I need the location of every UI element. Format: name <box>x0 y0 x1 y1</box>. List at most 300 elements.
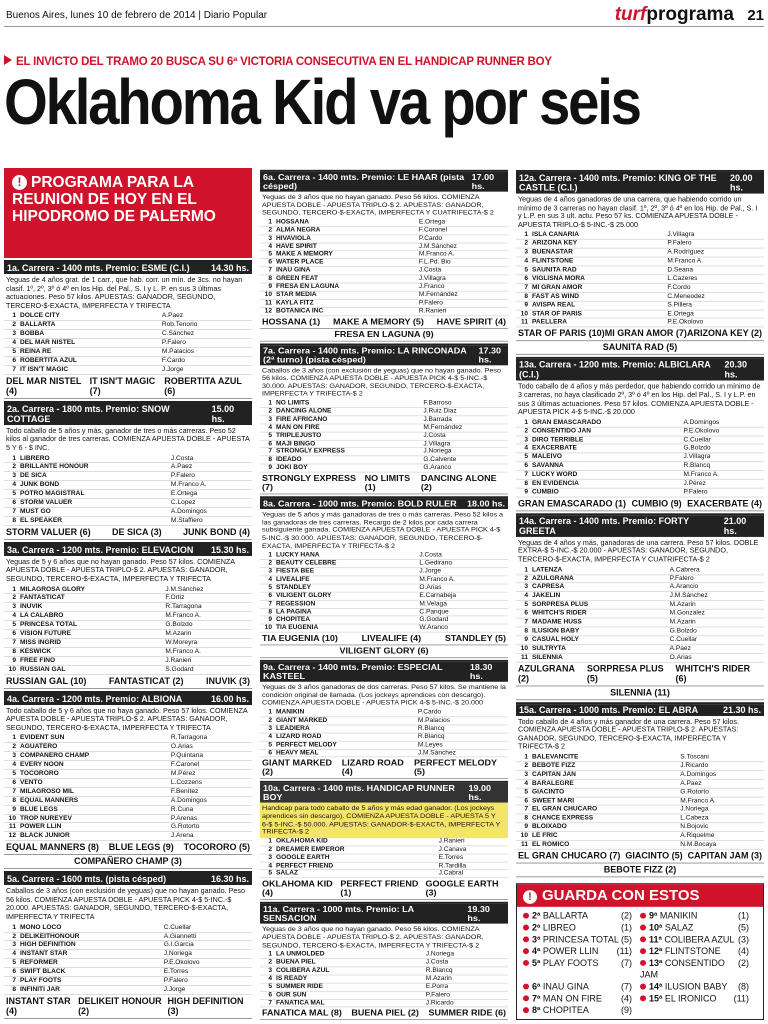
race-conditions: Yeguas de 4 años ganadoras de una carrera, que habiendo corrido un mínimo de 3 carreras no hayan clasif. 1º, 2º, 3º ó 4º en los Hip. de Pal., S. I y L.P. en sus 3 ult. actu. Peso 57 ks. COMIENZA APUESTA DOBLE - APUESTA TRIPLO-$ 5-INC.-$ 25.000 <box>518 194 758 229</box>
guarda-number: (8) <box>738 981 749 992</box>
race-block <box>260 781 508 900</box>
runner-row <box>4 823 252 832</box>
runner-row <box>516 240 764 249</box>
runner-jockey: M.Palacios <box>416 717 508 725</box>
runner-name: FANATICA MAL <box>274 999 424 1007</box>
runner-jockey: P.Falero <box>668 574 764 583</box>
runner-row <box>260 234 508 242</box>
runner-name: IT ISN'T MAGIC <box>18 365 160 374</box>
runner-number: 6 <box>260 259 274 267</box>
runner-row <box>260 219 508 227</box>
runner-row <box>516 310 764 319</box>
guarda-item <box>640 910 757 922</box>
runner-number: 5 <box>4 490 18 499</box>
runner-jockey: J.Villagra <box>417 275 508 283</box>
runner-row <box>260 243 508 251</box>
guarda-horse: EL IRONICO <box>664 993 717 1004</box>
runner-jockey: J.Villagra <box>681 453 764 462</box>
runner-jockey: A.Domingos <box>678 770 764 779</box>
runner-jockey: J.Noriega <box>678 805 764 814</box>
runner-jockey: E.Torres <box>162 968 252 977</box>
runner-jockey: P.Falero <box>424 991 508 999</box>
runner-number: 4 <box>260 243 274 251</box>
runner-jockey: J.Noriega <box>421 448 508 456</box>
runner-name: DREAMER EMPEROR <box>274 846 437 854</box>
runner-row <box>4 752 252 761</box>
runner-name: POTRO MAGISTRAL <box>18 490 169 499</box>
runner-number: 5 <box>516 601 530 610</box>
runner-jockey: A.Domingos <box>169 507 252 516</box>
runner-jockey: J.Costa <box>424 959 508 967</box>
runner-name: FAST AS WIND <box>530 292 665 301</box>
runner-row <box>516 618 764 627</box>
runner-row <box>260 299 508 307</box>
runner-row <box>4 647 252 656</box>
runner-row <box>260 870 508 878</box>
runner-number: 7 <box>260 600 274 608</box>
race-conditions: Yeguas de 3 años ganadoras de dos carreras. Peso 57 kilos. Se mantiene la condición original de llamada. (Los jockeys aprendices con descargo). COMIENZA APUESTA DOBLE - APUESTA PICK 4-$ 5-INC.-$ 20.000 <box>262 682 506 707</box>
runner-jockey: M.Franco A. <box>681 471 764 480</box>
race-time: 21.30 hs. <box>722 704 761 715</box>
runner-row <box>260 267 508 275</box>
runner-jockey: M.Fernández <box>421 424 508 432</box>
runner-jockey: M.Azarin <box>163 630 252 639</box>
runner-name: BOBBA <box>18 330 160 339</box>
runner-jockey: M.Azarin <box>668 601 764 610</box>
race-picks <box>260 758 508 780</box>
runner-name: EL ROMICO <box>530 840 678 849</box>
runner-name: DE SICA <box>18 472 169 481</box>
runner-number: 8 <box>260 456 274 464</box>
runner-row <box>4 638 252 647</box>
runner-name: VIGLISNA MORA <box>530 275 665 284</box>
runner-name: ISLA CANARIA <box>530 231 665 239</box>
runner-row <box>516 601 764 610</box>
race-picks <box>4 995 252 1019</box>
runner-jockey: J.Pérez <box>681 479 764 488</box>
pick: EL GRAN CHUCARO (7) <box>518 850 621 861</box>
runner-name: OUR SUN <box>274 991 424 999</box>
runner-row <box>516 283 764 292</box>
guarda-item <box>523 922 640 934</box>
runner-row <box>4 586 252 594</box>
runner-name: VISION FUTURE <box>18 630 163 639</box>
guarda-item <box>640 933 757 945</box>
runner-jockey: P.E.Okolovo <box>681 427 764 436</box>
runner-name: WATER PLACE <box>274 259 417 267</box>
runner-number: 8 <box>516 292 530 301</box>
runner-name: STRONGLY EXPRESS <box>274 448 421 456</box>
runner-jockey: C.Meneodez <box>665 292 764 301</box>
runner-name: BALLARTA <box>18 321 160 330</box>
pick: FANATICA MAL (8) <box>262 1008 342 1018</box>
race-block <box>4 542 252 689</box>
runner-jockey: J.Noriega <box>162 950 252 959</box>
runner-number: 11 <box>4 823 18 832</box>
guarda-number: (7) <box>621 981 632 992</box>
bullet-icon <box>523 995 529 1001</box>
runner-row <box>4 339 252 348</box>
runner-jockey: M.Leyes <box>416 741 508 749</box>
runner-number: 5 <box>260 584 274 592</box>
pick: HOSSANA (1) <box>262 316 321 326</box>
runner-number: 3 <box>260 234 274 242</box>
race-title: 5a. Carrera - 1600 mts. (pista césped) <box>7 874 167 885</box>
pick: MI GRAN AMOR (7) <box>604 328 687 339</box>
runner-row <box>260 464 508 472</box>
pick: BUENA PIEL (2) <box>351 1008 419 1018</box>
guarda-horse: LIBREO <box>542 922 576 933</box>
race-picks <box>260 878 508 900</box>
runner-name: MAJI BINGO <box>274 440 421 448</box>
runner-name: BOTANICA INC <box>274 307 417 315</box>
runner-row <box>516 427 764 436</box>
runner-jockey: E.Ortega <box>665 310 764 319</box>
runners-table <box>260 709 508 758</box>
runner-jockey: M.Franco A. <box>169 481 252 490</box>
runner-jockey: O.Arias <box>169 743 252 752</box>
race-time: 15.00 hs. <box>211 403 235 424</box>
runner-jockey: Rob.Tenorio <box>160 321 252 330</box>
runner-row <box>516 488 764 497</box>
runner-row <box>516 266 764 275</box>
runner-jockey: M.Velaga <box>417 600 508 608</box>
runner-name: GREEN FEAT <box>274 275 417 283</box>
race-title: 2a. Carrera - 1800 mts. Premio: SNOW COTTAGE <box>7 403 170 424</box>
runner-number: 6 <box>516 275 530 284</box>
runner-row <box>4 621 252 630</box>
runner-number: 3 <box>4 330 18 339</box>
race-conditions: Yeguas de 5 y 6 años que no hayan ganado. Peso 57 kilos. COMIENZA APUESTA DOBLE - APUESTA TRIPLO-$ 2. APUESTAS: GANADOR, SEGUNDO, TERCERO-$-EXACTA, IMPERFECTA Y TRIFECTA <box>6 556 235 583</box>
runner-name: CONSENTIDO JAN <box>530 427 681 436</box>
runner-number: 1 <box>4 924 18 932</box>
race-title: 4a. Carrera - 1200 mts. Premio: ALBIONA <box>7 693 183 704</box>
runner-jockey: J.M.Sánchez <box>668 592 764 601</box>
runner-row <box>260 440 508 448</box>
guarda-left <box>640 992 717 1004</box>
race-header <box>4 262 252 274</box>
race-conditions: Todo caballo de 4 años y más ganador de una carrera. Peso 57 kilos. COMIENZA APUESTA DOBLE - APUESTA TRIPLO-$ 2. APUESTAS: GANADOR, SEGUNDO, TERCERO-$-EXACTA, IMPERFECTA Y TRIFECTA-$ 2 <box>518 716 739 751</box>
guarda-horse: INAU GINA <box>542 981 589 992</box>
runners-table <box>260 951 508 1008</box>
runner-jockey: M.Franco A. <box>163 612 252 621</box>
runner-number: 10 <box>516 644 530 653</box>
runner-number: 1 <box>260 219 274 227</box>
runner-number: 11 <box>260 299 274 307</box>
runner-name: MISS INGRID <box>18 638 163 647</box>
guarda-race: 15ª <box>649 993 665 1004</box>
race-block <box>4 691 252 870</box>
runner-number: 8 <box>4 516 18 525</box>
exclamation-icon: ! <box>523 890 537 904</box>
runner-name: HIGH DEFINITION <box>18 941 162 950</box>
runner-jockey: J.Barrada <box>421 416 508 424</box>
runners-table <box>516 566 764 662</box>
guarda-horse: FLINTSTONE <box>664 946 721 956</box>
runner-number: 6 <box>260 991 274 999</box>
runner-name: LIZARD ROAD <box>274 733 416 741</box>
runner-number: 9 <box>4 805 18 814</box>
runner-jockey: J.Cabral <box>437 870 508 878</box>
runner-name: LATENZA <box>530 566 668 574</box>
guarda-number: (7) <box>621 957 632 968</box>
guarda-item <box>640 922 757 934</box>
headline: Oklahoma Kid va por seis <box>4 66 640 138</box>
runner-jockey: A.Domingos <box>169 796 252 805</box>
runner-number: 4 <box>260 576 274 584</box>
runner-row <box>4 932 252 941</box>
pick: OKLAHOMA KID (4) <box>262 879 333 898</box>
guarda-horse: ILUSION BABY <box>664 981 728 992</box>
runner-number: 7 <box>4 638 18 647</box>
runner-jockey: G.Bolzdo <box>668 627 764 636</box>
guarda-number: (11) <box>733 993 749 1004</box>
guarda-number: (3) <box>738 934 749 945</box>
runner-name: LIBRERO <box>18 455 169 463</box>
pick: DEL MAR NISTEL (4) <box>6 375 82 396</box>
runner-number: 9 <box>516 636 530 645</box>
runner-number: 5 <box>516 788 530 797</box>
runner-row <box>260 552 508 560</box>
runner-name: SULTRYTA <box>530 644 668 653</box>
runner-row <box>260 846 508 854</box>
runner-name: IS READY <box>274 975 424 983</box>
bullet-icon <box>640 995 646 1001</box>
runner-number: 4 <box>516 779 530 788</box>
pick: LIZARD ROAD (4) <box>341 758 404 777</box>
runner-jockey: L.Gedirano <box>417 560 508 568</box>
runner-number: 7 <box>516 283 530 292</box>
runner-jockey: R.Cuna <box>169 805 252 814</box>
runner-number: 1 <box>4 455 18 463</box>
runner-number: 7 <box>516 618 530 627</box>
runner-jockey: M.Gonzalez <box>668 609 764 618</box>
runner-name: INSTANT STAR <box>18 950 162 959</box>
runner-number: 4 <box>4 950 18 959</box>
runner-jockey: M.Franco A. <box>417 251 508 259</box>
runners-table <box>516 231 764 327</box>
runner-number: 4 <box>516 592 530 601</box>
guarda-header <box>517 884 763 907</box>
pick: SORPRESA PLUS (5) <box>586 663 664 684</box>
runner-number: 7 <box>260 999 274 1007</box>
runner-number: 3 <box>4 752 18 761</box>
runner-number: 5 <box>260 741 274 749</box>
runner-name: CHANCE EXPRESS <box>530 814 678 823</box>
runner-jockey: A.Domingos <box>681 419 764 427</box>
runner-name: OKLAHOMA KID <box>274 838 437 846</box>
pick: COMPAÑERO CHAMP (3) <box>74 856 182 867</box>
bullet-icon <box>523 925 529 931</box>
pick: JUNK BOND (4) <box>182 526 250 537</box>
runner-name: BRILLANTE HONOUR <box>18 463 169 472</box>
runner-jockey: G.Calvente <box>421 456 508 464</box>
runner-number: 2 <box>4 594 18 603</box>
guarda-race: 6ª <box>532 981 543 992</box>
race-extra-pick <box>516 341 764 355</box>
kicker: EL INVICTO DEL TRAMO 20 BUSCA SU 6ª VICTORIA CONSECUTIVA EN EL HANDICAP RUNNER BOY <box>4 55 552 68</box>
runner-name: GRAN EMASCARADO <box>530 419 681 427</box>
race-time: 14.30 hs. <box>210 263 249 273</box>
runners-table <box>4 455 252 526</box>
runner-number: 3 <box>260 854 274 862</box>
runner-number: 8 <box>4 647 18 656</box>
runner-jockey: J.M.Sánchez <box>163 586 252 594</box>
race-block <box>260 496 508 658</box>
runner-jockey: G.I.Garcia <box>162 941 252 950</box>
runner-name: SAUNITA RAD <box>530 266 665 275</box>
runner-name: REGESSION <box>274 600 417 608</box>
race-conditions: Handicap para todo caballo de 5 años y más edad ganador. (Los jockeys aprendices sin descargo). COMIENZA APUESTA DOBLE - APUESTA 5 Y 6-$ 5-INC.-$ 50.000. APUESTAS: GANADOR-$-EXACTA, IMPERFECTA Y TRIFECTA-$ 2 <box>260 803 508 838</box>
runner-jockey: J.Costa <box>417 552 508 560</box>
runner-row <box>516 292 764 301</box>
guarda-item <box>640 945 757 957</box>
runner-row <box>260 959 508 967</box>
runner-name: NO LIMITS <box>274 400 421 408</box>
pick: PERFECT MELODY (5) <box>413 758 497 777</box>
runner-row <box>260 709 508 717</box>
guarda-box <box>516 883 764 1020</box>
guarda-item <box>523 1004 640 1016</box>
runners-table <box>516 753 764 849</box>
runner-jockey: M.Franco A. <box>417 576 508 584</box>
runner-jockey: S.Toscani <box>678 753 764 761</box>
runner-name: FIRE AFRICANO <box>274 416 421 424</box>
race-header <box>260 172 508 192</box>
runner-name: AVISPA REAL <box>530 301 665 310</box>
runner-row <box>516 797 764 806</box>
runner-jockey: P.Falero <box>665 240 764 249</box>
pick: RUSSIAN GAL (10) <box>6 675 87 686</box>
runner-jockey: P.E.Okolovo <box>665 318 764 327</box>
runner-name: MILAGROSO MIL <box>18 787 169 796</box>
runner-row <box>260 616 508 624</box>
runner-row <box>260 456 508 464</box>
pick: STAR OF PARIS (10) <box>518 328 605 339</box>
runner-jockey: W.Aranco <box>417 624 508 632</box>
runner-row <box>260 259 508 267</box>
runner-number: 10 <box>260 624 274 632</box>
guarda-list <box>517 907 763 1019</box>
guarda-left <box>640 922 693 934</box>
race-block <box>260 343 508 494</box>
runner-number: 1 <box>516 566 530 574</box>
pick: AZULGRANA (2) <box>518 663 575 684</box>
runners-table <box>260 400 508 473</box>
runner-row <box>260 991 508 999</box>
race-block <box>4 871 252 1019</box>
runner-number: 1 <box>260 838 274 846</box>
race-picks <box>260 1008 508 1021</box>
runner-jockey: F.Ortiz <box>163 594 252 603</box>
runner-jockey: G.Rotorto <box>169 823 252 832</box>
guarda-horse: PLAY FOOTS <box>542 957 599 968</box>
runner-name: BUENA PIEL <box>274 959 424 967</box>
runner-jockey: J.Arena <box>169 832 252 841</box>
runner-name: LUCKY HANA <box>274 552 417 560</box>
runner-row <box>516 318 764 327</box>
runner-jockey: F.Caronel <box>169 761 252 770</box>
runner-name: CAPRESA <box>530 583 668 592</box>
runner-row <box>516 592 764 601</box>
runner-jockey: A.Arancio <box>668 583 764 592</box>
runner-number: 2 <box>260 560 274 568</box>
guarda-race: 9ª <box>649 910 660 921</box>
runner-row <box>260 283 508 291</box>
runner-jockey: O.Arias <box>417 584 508 592</box>
race-block <box>516 170 764 355</box>
race-extra-pick <box>516 686 764 700</box>
runner-number: 2 <box>260 408 274 416</box>
guarda-left <box>523 1004 589 1016</box>
runner-number: 3 <box>516 436 530 445</box>
runner-name: CUMBIO <box>530 488 681 497</box>
bullet-icon <box>640 925 646 931</box>
runner-row <box>516 832 764 841</box>
runner-row <box>516 231 764 239</box>
runner-jockey: C.Panque <box>417 608 508 616</box>
runner-name: GIANT MARKED <box>274 717 416 725</box>
runner-row <box>4 770 252 779</box>
race-header <box>4 544 252 556</box>
race-block <box>4 401 252 540</box>
runner-row <box>516 653 764 662</box>
runner-jockey: P.Falero <box>681 488 764 497</box>
runner-number: 4 <box>516 257 530 266</box>
runner-number: 2 <box>260 226 274 234</box>
runner-row <box>516 762 764 771</box>
exclamation-icon: ! <box>12 175 27 190</box>
runner-number: 4 <box>4 481 18 490</box>
runner-number: 8 <box>260 275 274 283</box>
race-time: 19.00 hs. <box>468 783 491 803</box>
promo-box: ! PROGRAMA PARA LA REUNION DE HOY EN EL HIPODROMO DE PALERMO <box>4 168 252 258</box>
runner-row <box>260 584 508 592</box>
runner-jockey: P.Falero <box>162 977 252 986</box>
runner-row <box>4 603 252 612</box>
runner-number: 10 <box>516 832 530 841</box>
runner-name: LE FRIC <box>530 832 678 841</box>
runner-row <box>516 609 764 618</box>
pick: SAUNITA RAD (5) <box>602 342 678 353</box>
runner-jockey: R.Ranieri <box>417 307 508 315</box>
guarda-left <box>523 922 576 934</box>
runner-jockey: R.Tarragona <box>163 603 252 612</box>
runner-number: 3 <box>516 583 530 592</box>
runner-name: EVIDENT SUN <box>18 734 169 742</box>
runner-number: 5 <box>260 870 274 878</box>
runner-jockey: F.Cordo <box>665 283 764 292</box>
guarda-number: (5) <box>621 934 632 945</box>
guarda-item <box>523 981 640 993</box>
runner-number: 3 <box>260 416 274 424</box>
runner-jockey: J.Noriega <box>424 951 508 959</box>
runner-jockey: J.Ruiz Diaz <box>421 408 508 416</box>
bullet-icon <box>640 960 646 966</box>
runner-name: BARALEGRE <box>530 779 678 788</box>
pick: CUMBIO (9) <box>631 498 682 509</box>
runner-number: 12 <box>4 832 18 841</box>
runner-name: STAR OF PARIS <box>530 310 665 319</box>
runner-number: 1 <box>260 709 274 717</box>
race-picks <box>260 633 508 646</box>
pick: SUMMER RIDE (6) <box>428 1008 506 1018</box>
runner-jockey: P.Falero <box>160 339 252 348</box>
pick: GIANT MARKED (2) <box>262 758 332 777</box>
runner-name: COMPAÑERO CHAMP <box>18 752 169 761</box>
runner-row <box>260 416 508 424</box>
race-block <box>260 660 508 779</box>
